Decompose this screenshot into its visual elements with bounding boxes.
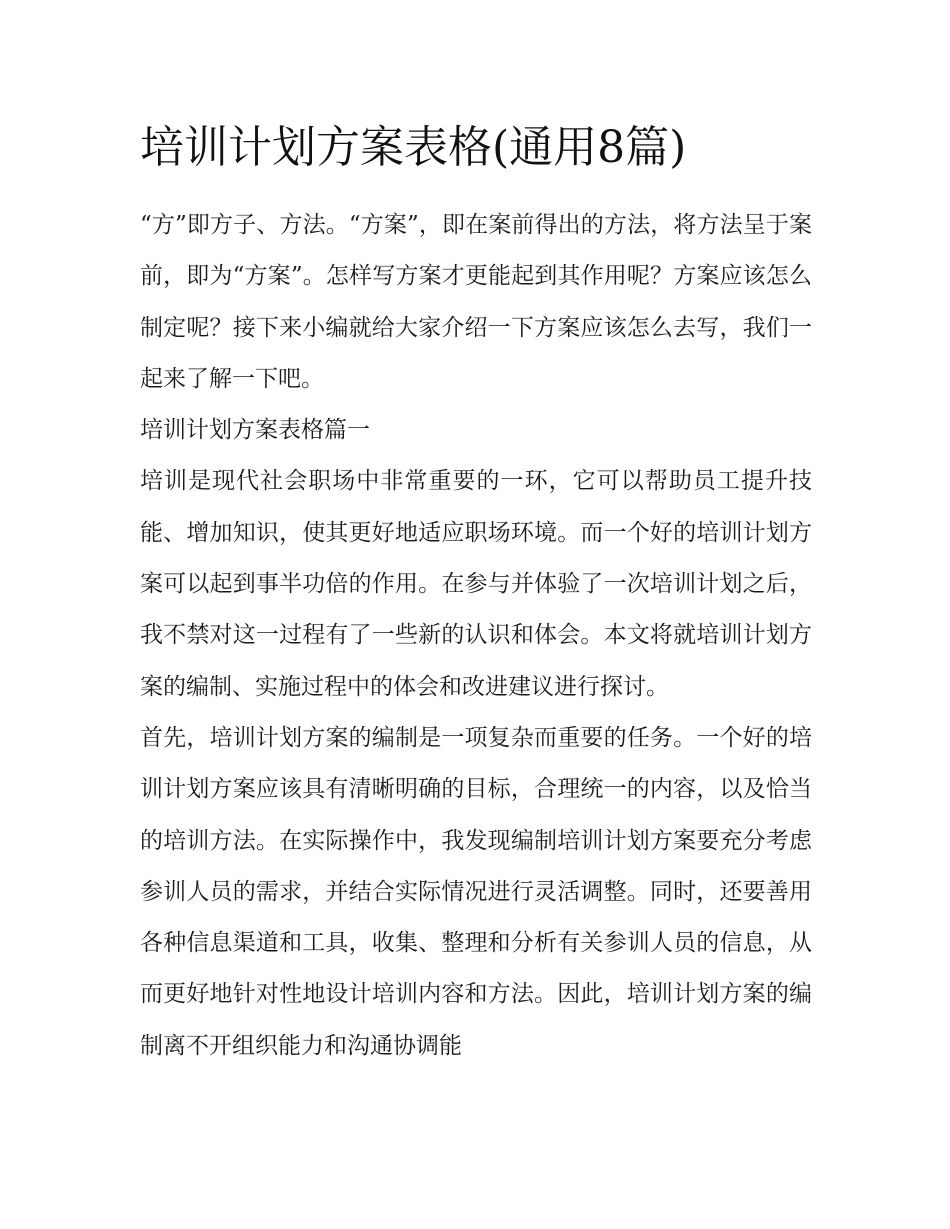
document-body — [140, 200, 812, 1072]
body-paragraph: 首先，培训计划方案的编制是一项复杂而重要的任务。一个好的培训计划方案应该具有清晰明确的目标，合理统一的内容，以及恰当的培训方法。在实际操作中，我发现编制培训计划方案要充分考虑参训人员的需求，并结合实际情况进行灵活调整。同时，还要善用各种信息渠道和工具，收集、整理和分析有关参训人员的信息，从而更好地针对性地设计培训内容和方法。因此，培训计划方案的编制离不开组织能力和沟通协调能 — [140, 724, 812, 1059]
section-heading: 培训计划方案表格篇一 — [140, 417, 370, 444]
document-title: 培训计划方案表格(通用8篇) — [140, 122, 687, 173]
intro-paragraph: “方”即方子、方法。“方案”，即在案前得出的方法，将方法呈于案前，即为“方案”。怎样写方案才更能起到其作用呢？方案应该怎么制定呢？接下来小编就给大家介绍一下方案应该怎么去写，我们一起来了解一下吧。 — [140, 212, 812, 392]
body-paragraph: 培训是现代社会职场中非常重要的一环，它可以帮助员工提升技能、增加知识，使其更好地适应职场环境。而一个好的培训计划方案可以起到事半功倍的作用。在参与并体验了一次培训计划之后，我不禁对这一过程有了一些新的认识和体会。本文将就培训计划方案的编制、实施过程中的体会和改进建议进行探讨。 — [140, 468, 812, 700]
